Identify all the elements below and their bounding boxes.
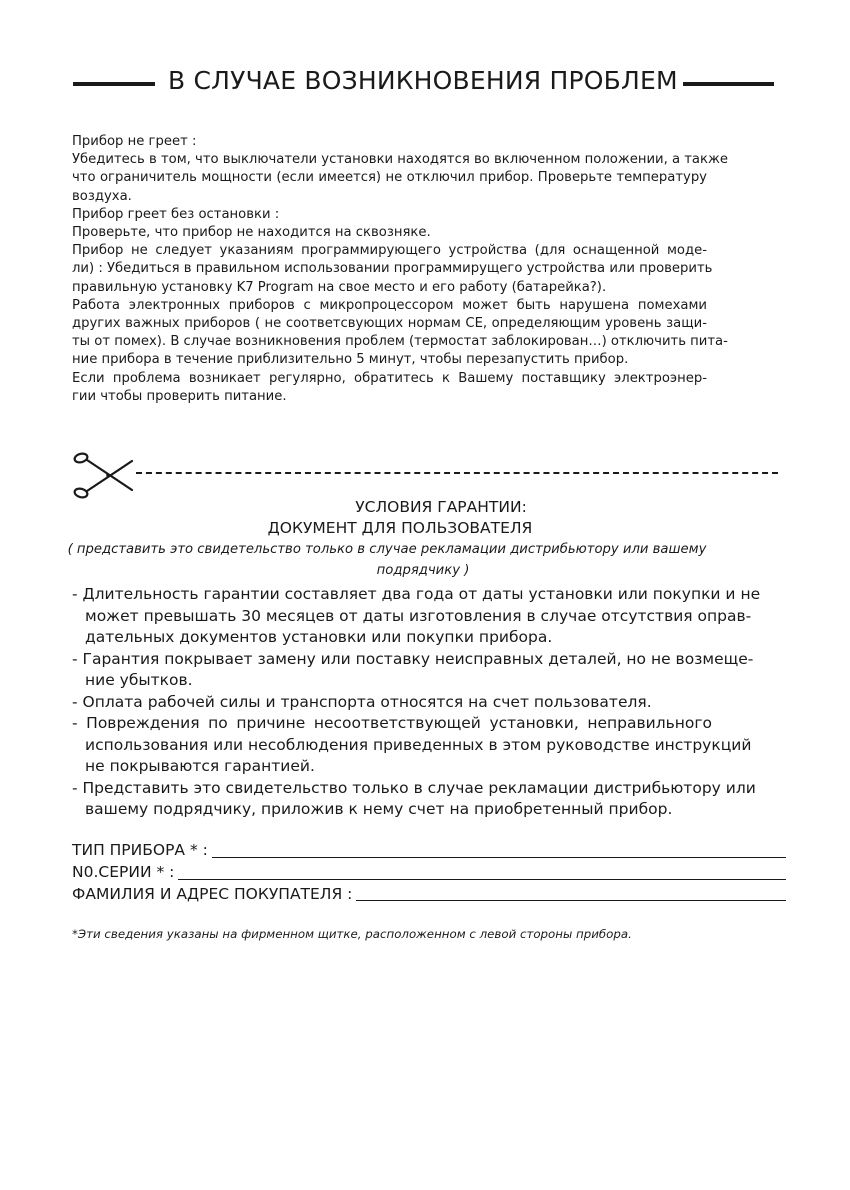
buyer-label: ФАМИЛИЯ И АДРЕС ПОКУПАТЕЛЯ : — [72, 884, 353, 903]
buyer-field[interactable] — [356, 899, 786, 901]
page-title: В СЛУЧАЕ ВОЗНИКНОВЕНИЯ ПРОБЛЕМ — [168, 66, 678, 95]
serial-label: N0.СЕРИИ * : — [72, 862, 175, 881]
problem-text-line: ние прибора в течение приблизительно 5 минут, чтобы перезапустить прибор. — [72, 352, 629, 368]
buyer-row — [72, 884, 786, 906]
header-rule-right — [683, 82, 774, 86]
problem-text-line: Прибор не следует указаниям программирующего устройства (для оснащенной моде- — [72, 243, 707, 259]
device-type-row — [72, 840, 786, 862]
warranty-item-continued: может превышать 30 месяцев от даты изготовления в случае отсутствия оправ- — [85, 606, 752, 625]
warranty-note: подрядчику ) — [376, 563, 470, 578]
warranty-conditions — [72, 584, 761, 821]
problem-text-line: воздуха. — [72, 188, 132, 204]
problem-text-line: Убедитесь в том, что выключатели установки находятся во включенном положении, а также — [72, 152, 728, 168]
warranty-item-continued: вашему подрядчику, приложив к нему счет на приобретенный прибор. — [85, 800, 673, 818]
warranty-item-continued: дательных документов установки или покупки прибора. — [85, 628, 553, 646]
warranty-item: - Повреждения по причине несоответствующей установки, неправильного — [72, 714, 712, 732]
warranty-subtitle: ДОКУМЕНТ ДЛЯ ПОЛЬЗОВАТЕЛЯ — [267, 519, 533, 537]
problem-text-line: других важных приборов ( не соответсвующих нормам CE, определяющим уровень защи- — [72, 316, 707, 332]
page-header — [0, 64, 850, 104]
serial-row — [72, 862, 786, 884]
warranty-title: УСЛОВИЯ ГАРАНТИИ: — [355, 498, 527, 516]
problem-text-line: что ограничитель мощности (если имеется) не отключил прибор. Проверьте температуру — [72, 170, 707, 186]
troubleshooting-section — [72, 133, 728, 406]
problem-text-line: ты от помех). В случае возникновения проблем (термостат заблокирован…) отключить пита- — [72, 334, 728, 350]
warranty-item: - Представить это свидетельство только в случае рекламации дистрибьютору или — [72, 778, 756, 797]
device-type-label: ТИП ПРИБОРА * : — [72, 841, 208, 859]
warranty-item-continued: не покрываются гарантией. — [85, 757, 315, 775]
warranty-form — [72, 840, 786, 905]
warranty-item: - Длительность гарантии составляет два года от даты установки или покупки и не — [72, 585, 761, 603]
header-rule-left — [73, 82, 155, 86]
device-type-field[interactable] — [212, 856, 786, 858]
warranty-item: - Оплата рабочей силы и транспорта относятся на счет пользователя. — [72, 692, 652, 711]
problem-heading-nonstop: Прибор греет без остановки : — [72, 206, 280, 222]
problem-text-line: гии чтобы проверить питание. — [72, 388, 287, 404]
dashed-cut-line — [136, 472, 778, 474]
problem-heading-no-heat: Прибор не греет : — [72, 134, 197, 149]
warranty-item-continued: использования или несоблюдения приведенных в этом руководстве инструкций — [85, 735, 752, 754]
warranty-note: ( представить это свидетельство только в случае рекламации дистрибьютору или вашему — [67, 542, 707, 557]
warranty-item-continued: ние убытков. — [85, 671, 193, 689]
serial-field[interactable] — [178, 878, 786, 880]
problem-text-line: Если проблема возникает регулярно, обратитесь к Вашему поставщику электроэнер- — [72, 370, 707, 386]
problem-text-line: Работа электронных приборов с микропроцессором может быть нарушена помехами — [72, 297, 707, 313]
footnote: *Эти сведения указаны на фирменном щитке, расположенном с левой стороны прибора. — [72, 927, 632, 941]
scissors-icon — [70, 448, 136, 504]
problem-text-line: правильную установку K7 Program на свое место и его работу (батарейка?). — [72, 279, 607, 295]
problem-text-line: ли) : Убедиться в правильном использовании программирущего устройства или проверить — [72, 261, 713, 277]
warranty-item: - Гарантия покрывает замену или поставку неисправных деталей, но не возмеще- — [72, 649, 754, 668]
problem-text-line: Проверьте, что прибор не находится на сквозняке. — [72, 225, 431, 241]
